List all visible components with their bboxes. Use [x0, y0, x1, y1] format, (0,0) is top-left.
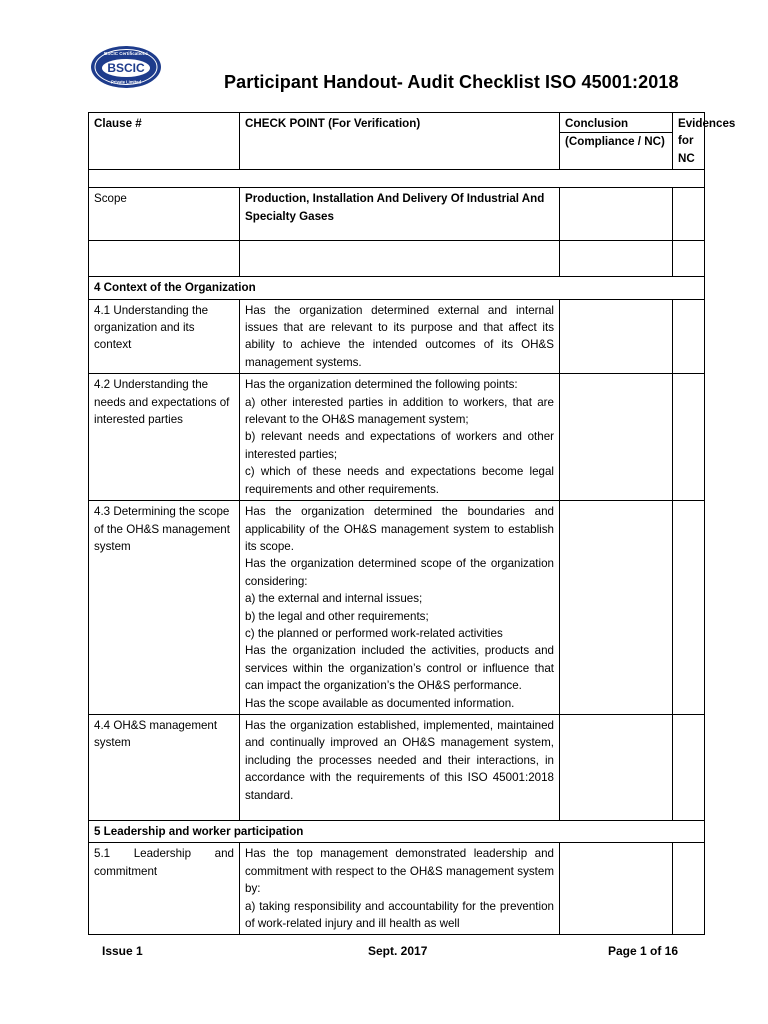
svg-text:BSCIC: BSCIC [107, 61, 145, 75]
checkpoint-header: CHECK POINT (For Verification) [240, 113, 560, 170]
scope-blank-row [89, 241, 705, 277]
clause-cell: 4.1 Understanding the organization and its context [89, 299, 240, 374]
clause-header: Clause # [89, 113, 240, 170]
footer-date: Sept. 2017 [368, 944, 428, 958]
page-title: Participant Handout- Audit Checklist ISO 45001:2018 [224, 72, 679, 92]
section-title: 5 Leadership and worker participation [89, 820, 705, 842]
clause-cell: 4.4 OH&S management system [89, 714, 240, 820]
svg-text:BSCIC Certifications: BSCIC Certifications [103, 51, 149, 56]
spacer-row [89, 170, 705, 188]
bscic-logo [90, 44, 162, 90]
scope-label: Scope [89, 188, 240, 241]
scope-row [89, 188, 705, 241]
table-row [89, 714, 705, 820]
svg-text:Private Limited: Private Limited [110, 79, 142, 85]
checkpoint-cell: Has the organization determined external and internal issues that are relevant to its purpose and that affect its ability to achieve the intended outcomes of its OH&S management systems. [240, 299, 560, 374]
table-header-row [89, 113, 705, 170]
section-row [89, 820, 705, 842]
section-row [89, 277, 705, 299]
conclusion-header: Conclusion (Compliance / NC) [560, 113, 673, 170]
checkpoint-cell: Has the organization established, implemented, maintained and continually improved an OH&S management system, including the processes needed and their interactions, in accordance with the requirements of this ISO 45001:2018 standard. [240, 714, 560, 820]
table-row [89, 374, 705, 501]
clause-cell: 4.3 Determining the scope of the OH&S management system [89, 501, 240, 715]
checkpoint-cell: Has the organization determined the following points: a) other interested parties in addition to workers, that are relevant to the OH&S management system; b) relevant needs and expectations of workers and other interested parties; c) which of these needs and expectations become legal requirements and other requirements. [240, 374, 560, 501]
checkpoint-cell: Has the organization determined the boundaries and applicability of the OH&S management system to establish its scope. Has the organization determined scope of the organization considering: a) the external and internal issues; b) the legal and other requirements; c) the planned or performed work-related activities Has the organization included the activities, products and services within the organization’s control or influence that can impact the organization’s the OH&S performance. Has the scope available as documented information. [240, 501, 560, 715]
table-row [89, 843, 705, 935]
table-row [89, 501, 705, 715]
table-row [89, 299, 705, 374]
footer-page-number: Page 1 of 16 [608, 944, 679, 958]
footer-issue: Issue 1 [102, 944, 143, 958]
audit-checklist-table [88, 112, 736, 935]
evidences-header: Evidences for NC [673, 113, 705, 170]
scope-text: Production, Installation And Delivery Of Industrial And Specialty Gases [240, 188, 560, 241]
clause-cell: 5.1 Leadership and commitment [89, 843, 240, 935]
checkpoint-cell: Has the top management demonstrated leadership and commitment with respect to the OH&S management system by: a) taking responsibility and accountability for the prevention of work-related injury and ill health as well [240, 843, 560, 935]
section-title: 4 Context of the Organization [89, 277, 705, 299]
clause-cell: 4.2 Understanding the needs and expectations of interested parties [89, 374, 240, 501]
